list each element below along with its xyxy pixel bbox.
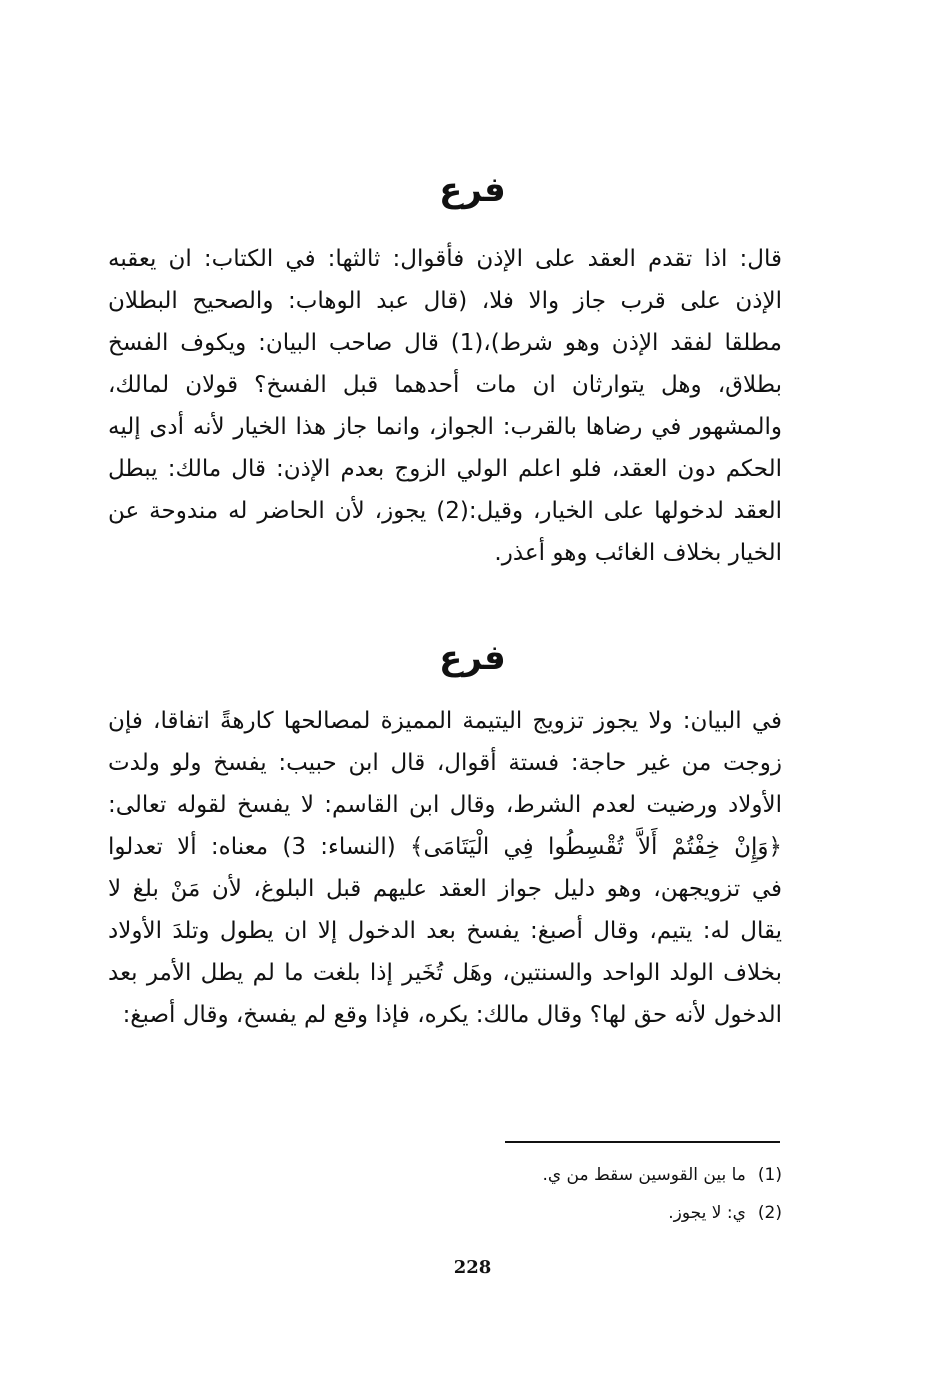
paragraph-line: في تزويجهن، وهو دليل جواز العقد عليهم قبل البلوغ، لأن مَنْ بلغ لا bbox=[108, 876, 782, 902]
paragraph-line: بطلاق، وهل يتوارثان ان مات أحدهما قبل الفسخ؟ قولان لمالك، bbox=[108, 372, 782, 398]
paragraph-line: بخلاف الولد الواحد والسنتين، وهَل تُخَير إذا بلغت ما لم يطل الأمر بعد bbox=[108, 960, 782, 986]
paragraph-line: يقال له: يتيم، وقال أصبغ: يفسخ بعد الدخول إلا ان يطول وتلدَ الأولاد bbox=[108, 918, 782, 944]
paragraph-line: الحكم دون العقد، فلو اعلم الولي الزوج بعدم الإذن: قال مالك: يبطل bbox=[108, 456, 782, 482]
paragraph-line: في البيان: ولا يجوز تزويج اليتيمة المميزة لمصالحها كارهةً اتفاقا، فإن bbox=[108, 708, 782, 734]
paragraph-line: الخيار بخلاف الغائب وهو أعذر. bbox=[494, 540, 782, 566]
footnote-number: (1) bbox=[757, 1165, 782, 1185]
section-heading: فرع bbox=[439, 638, 506, 678]
paragraph-line: الأولاد ورضيت لعدم الشرط، وقال ابن القاسم: لا يفسخ لقوله تعالى: bbox=[108, 792, 782, 818]
paragraph-line: زوجت من غير حاجة: فستة أقوال، قال ابن حبيب: يفسخ ولو ولدت bbox=[108, 750, 782, 776]
footnote-text: ي: لا يجوز. bbox=[668, 1203, 746, 1223]
page-number: 228 bbox=[453, 1257, 492, 1278]
footnote bbox=[400, 1200, 782, 1226]
section-paragraph bbox=[108, 700, 782, 1036]
section-heading: فرع bbox=[439, 170, 506, 210]
paragraph-line: والمشهور في رضاها بالقرب: الجواز، وانما جاز هذا الخيار لأنه أدى إليه bbox=[108, 414, 782, 440]
footnote-divider bbox=[505, 1141, 780, 1143]
section-paragraph bbox=[108, 238, 782, 574]
quran-verse-line: ﴿وَإِنْ خِفْتُمْ أَلاَّ تُقْسِطُوا فِي الْيَتَامَى﴾ (النساء: 3) معناه: ألا تعدلوا bbox=[108, 834, 782, 860]
paragraph-line: مطلقا لفقد الإذن وهو شرط)،(1) قال صاحب البيان: ويكوف الفسخ bbox=[108, 330, 782, 356]
paragraph-line: العقد لدخولها على الخيار، وقيل:(2) يجوز، لأن الحاضر له مندوحة عن bbox=[108, 498, 782, 524]
paragraph-line: الدخول لأنه حق لها؟ وقال مالك: يكره، فإذا وقع لم يفسخ، وقال أصبغ: bbox=[122, 1002, 782, 1028]
footnote-text: ما بين القوسين سقط من ي. bbox=[542, 1165, 746, 1185]
paragraph-line: قال: اذا تقدم العقد على الإذن فأقوال: ثالثها: في الكتاب: ان يعقبه bbox=[108, 246, 782, 272]
footnote bbox=[400, 1162, 782, 1188]
paragraph-line: الإذن على قرب جاز والا فلا، (قال عبد الوهاب: والصحيح البطلان bbox=[108, 288, 782, 314]
footnote-number: (2) bbox=[757, 1203, 782, 1223]
